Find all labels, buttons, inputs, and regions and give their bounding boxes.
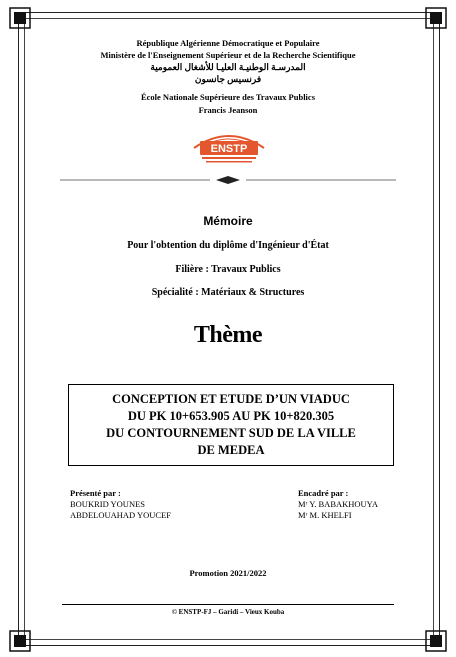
header-arabic-name: فرنسيس جانسون	[194, 74, 262, 84]
thesis-title-line: CONCEPTION ET ETUDE D’UN VIADUC	[112, 392, 350, 406]
logo-text: ENSTP	[210, 143, 248, 155]
document-type: Mémoire	[203, 214, 253, 228]
supervised-by-block	[298, 488, 378, 521]
enstp-logo	[186, 124, 272, 166]
header-ministry: Ministère de l'Enseignement Supérieur et de la Recherche Scientifique	[100, 50, 356, 60]
presented-by-block	[70, 488, 171, 521]
corner-ornament-bottom-right	[424, 629, 448, 653]
header-school: École Nationale Supérieure des Travaux Publics	[140, 92, 316, 102]
footer-address: © ENSTP-FJ – Garidi – Vieux Kouba	[171, 608, 285, 616]
corner-ornament-top-right	[424, 6, 448, 30]
presented-by-heading: Présenté par :	[70, 488, 121, 498]
thesis-title-line: DE MEDEA	[197, 443, 265, 457]
promotion-year: Promotion 2021/2022	[189, 568, 267, 578]
header-arabic-school: المدرسـة الوطنيـة العليـا للأشغال العمومية	[150, 62, 306, 72]
supervisor-name: Mʳ M. KHELFI	[298, 510, 352, 520]
author-name: BOUKRID YOUNES	[70, 499, 146, 509]
document-specialite: Spécialité : Matériaux & Structures	[151, 287, 305, 298]
thesis-title-line: DU PK 10+653.905 AU PK 10+820.305	[127, 409, 335, 423]
author-name: ABDELOUAHAD YOUCEF	[70, 510, 171, 520]
supervised-by-heading: Encadré par :	[298, 488, 349, 498]
thesis-title-box	[68, 384, 394, 466]
corner-ornament-bottom-left	[8, 629, 32, 653]
theme-heading: Thème	[193, 322, 263, 348]
document-filiere: Filière : Travaux Publics	[175, 264, 281, 275]
document-purpose: Pour l'obtention du diplôme d'Ingénieur d'État	[127, 240, 329, 251]
footer-rule	[62, 604, 394, 605]
header-republic: République Algérienne Démocratique et Populaire	[136, 38, 320, 48]
thesis-title-line: DU CONTOURNEMENT SUD DE LA VILLE	[106, 426, 356, 440]
header-school-name: Francis Jeanson	[198, 105, 258, 115]
ornamental-divider	[60, 176, 396, 184]
supervisor-name: Mʳ Y. BABAKHOUYA	[298, 499, 379, 509]
corner-ornament-top-left	[8, 6, 32, 30]
